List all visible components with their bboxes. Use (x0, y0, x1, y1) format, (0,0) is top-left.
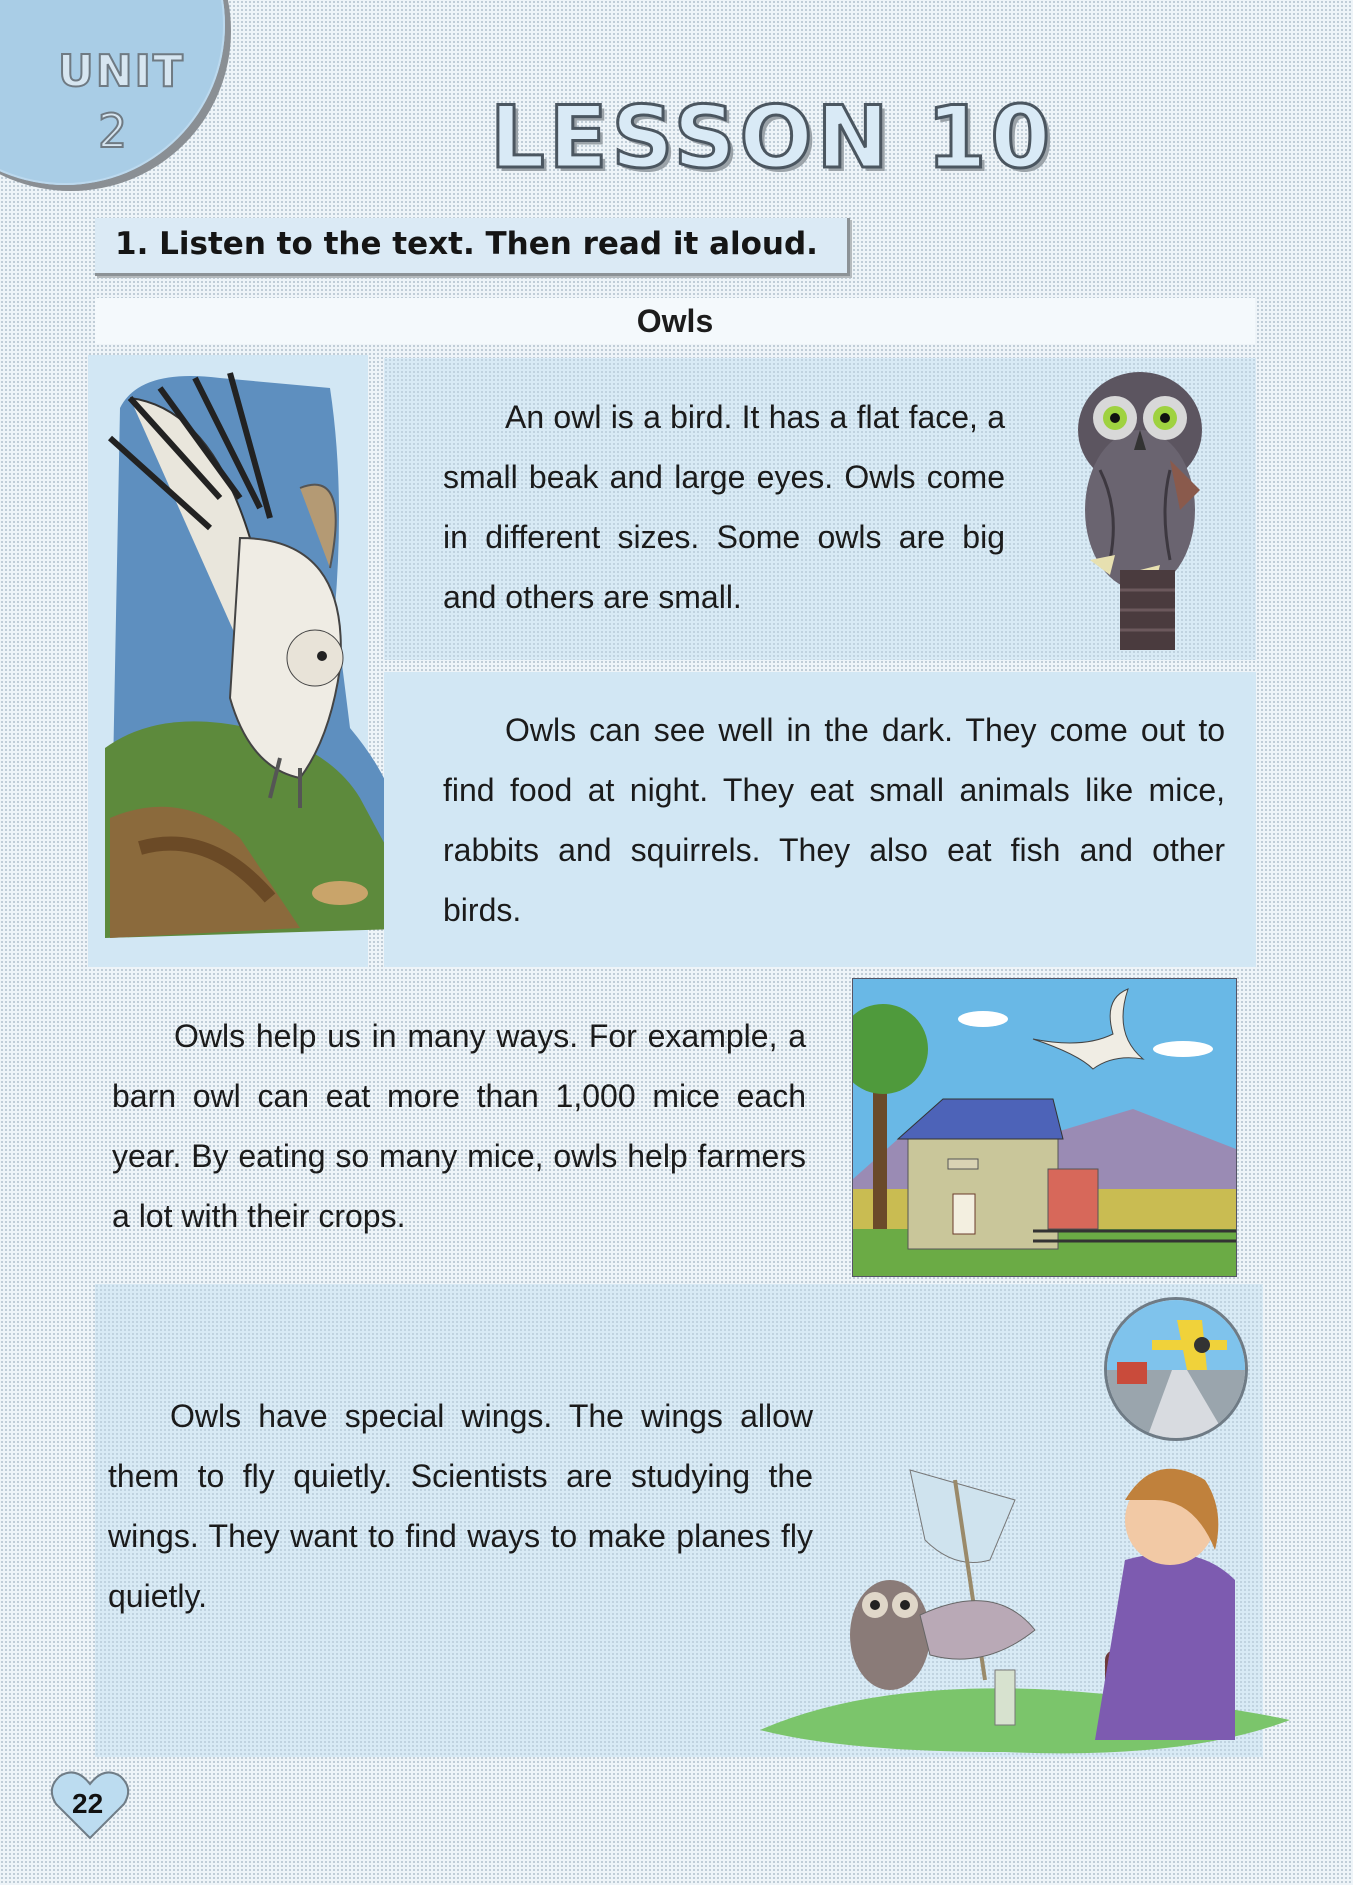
perched-owl-illustration (1060, 360, 1220, 650)
unit-number: 2 (98, 104, 128, 158)
instruction-text: 1. Listen to the text. Then read it aloud. (115, 226, 818, 262)
scientist-studying-wing-icon (755, 1440, 1295, 1756)
airplane-icon (1107, 1300, 1245, 1438)
paragraph-1: An owl is a bird. It has a flat face, a small beak and large eyes. Owls come in different sizes. Some owls are big and others are small. (443, 399, 1005, 615)
barn-owl-farm-illustration (852, 978, 1237, 1277)
page-number-badge (50, 1770, 130, 1840)
lesson-title: LESSON 10 (490, 88, 1055, 188)
paragraph-2: Owls can see well in the dark. They come out to find food at night. They eat small animals like mice, rabbits and squirrels. They also eat fish and other birds. (443, 712, 1225, 928)
barn-scene-icon (853, 979, 1236, 1276)
plane-inset-illustration (1104, 1297, 1248, 1441)
unit-label: UNIT (58, 46, 185, 97)
paragraph-3: Owls help us in many ways. For example, a barn owl can eat more than 1,000 mice each year. By eating so many mice, owls help farmers a lot with their crops. (112, 1018, 806, 1234)
paragraph-4: Owls have special wings. The wings allow them to fly quietly. Scientists are studying the wings. They want to find ways to make planes fly quietly. (108, 1398, 813, 1614)
scientist-owl-illustration (755, 1440, 1295, 1756)
perched-owl-icon (1060, 360, 1220, 650)
instruction-banner (95, 218, 850, 276)
page-number: 22 (72, 1788, 104, 1819)
story-title: Owls (636, 303, 714, 339)
story-title-bar (95, 298, 1255, 344)
